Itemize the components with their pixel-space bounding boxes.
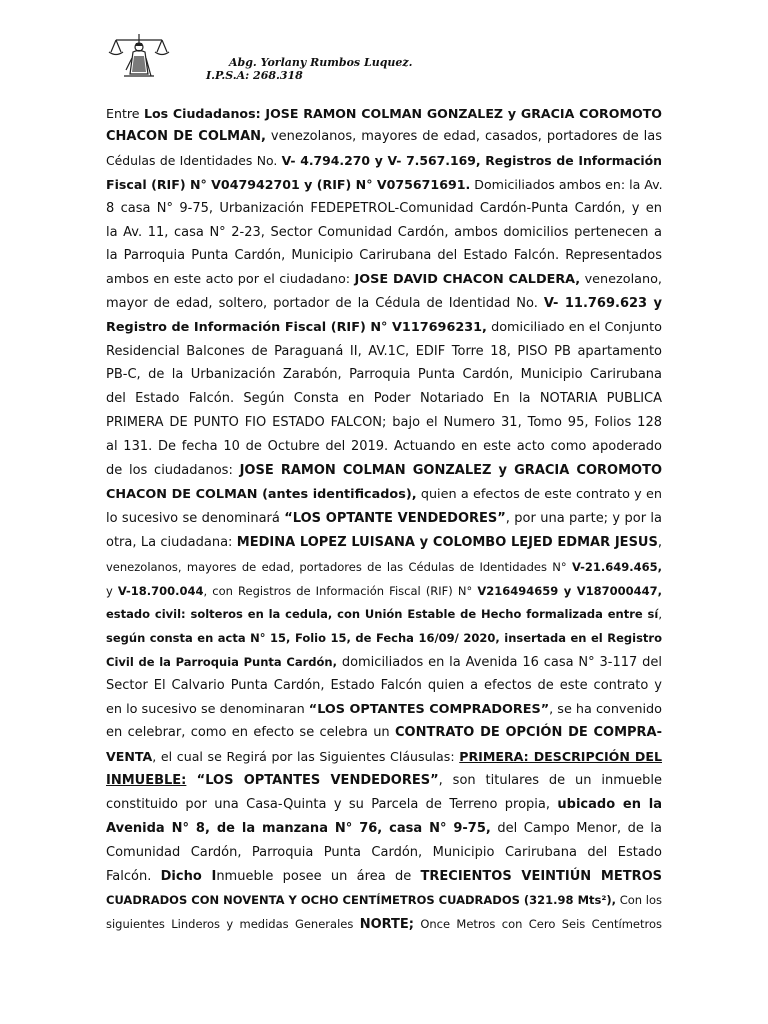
doc-line-22: estado civil: solteros en la cedula, con Unión Estable de Hecho formalizada entre sí, [106,607,662,621]
doc-line-2: CHACON DE COLMAN, venezolanos, mayores de edad, casados, portadores de las [106,129,662,144]
doc-line-8: ambos en este acto por el ciudadano: JOSE DAVID CHACON CALDERA, venezolano, [106,272,662,287]
doc-line-10: Registro de Información Fiscal (RIF) N° V117696231, domiciliado en el Conjunto [106,320,662,335]
doc-line-33: Falcón. Dicho Inmueble posee un área de TRECIENTOS VEINTIÚN METROS [106,869,662,884]
doc-line-19: otra, La ciudadana: MEDINA LOPEZ LUISANA y COLOMBO LEJED EDMAR JESUS, [106,535,662,550]
doc-line-35: siguientes Linderos y medidas Generales NORTE; Once Metros con Cero Seis Centímetros [106,917,662,932]
doc-line-21: y V-18.700.044, con Registros de Información Fiscal (RIF) N° V216494659 y V187000447, [106,584,662,598]
doc-line-24: Civil de la Parroquia Punta Cardón, domiciliados en la Avenida 16 casa N° 3-117 del [106,655,662,670]
doc-line-12: PB-C, de la Urbanización Zarabón, Parroquia Punta Cardón, Municipio Carirubana [106,367,662,382]
lady-justice-logo [106,30,172,80]
doc-line-17: CHACON DE COLMAN (antes identificados), quien a efectos de este contrato y en [106,487,662,502]
doc-line-16: de los ciudadanos: JOSE RAMON COLMAN GONZALEZ y GRACIA COROMOTO [106,463,662,478]
doc-line-31: Avenida N° 8, de la manzana N° 76, casa N° 9-75, del Campo Menor, de la [106,821,662,836]
doc-line-15: al 131. De fecha 10 de Octubre del 2019. Actuando en este acto como apoderado [106,439,662,454]
doc-line-20: venezolanos, mayores de edad, portadores de las Cédulas de Identidades N° V-21.649.465, [106,560,662,574]
lawyer-ipsa-number: I.P.S.A: 268.318 [206,69,303,82]
doc-line-27: en celebrar, como en efecto se celebra un CONTRATO DE OPCIÓN DE COMPRA- [106,725,663,740]
doc-line-32: Comunidad Cardón, Parroquia Punta Cardón, Municipio Carirubana del Estado [106,845,662,860]
doc-line-25: Sector El Calvario Punta Cardón, Estado Falcón quien a efectos de este contrato y [106,678,662,693]
doc-line-6: la Av. 11, casa N° 2-23, Sector Comunidad Cardón, ambos domicilios pertenecen a [106,225,662,240]
doc-line-4: Fiscal (RIF) N° V047942701 y (RIF) N° V075671691. Domiciliados ambos en: la Av. [106,177,663,192]
lawyer-name: Abg. Yorlany Rumbos Luquez. [229,56,413,69]
doc-line-5: 8 casa N° 9-75, Urbanización FEDEPETROL-Comunidad Cardón-Punta Cardón, y en [106,201,662,216]
doc-line-9: mayor de edad, soltero, portador de la Cédula de Identidad No. V- 11.769.623 y [106,296,663,311]
doc-line-23: según consta en acta N° 15, Folio 15, de Fecha 16/09/ 2020, insertada en el Registro [106,631,662,645]
doc-line-14: PRIMERA DE PUNTO FIO ESTADO FALCON; bajo el Numero 31, Tomo 95, Folios 128 [106,415,662,430]
doc-line-18: lo sucesivo se denominará “LOS OPTANTE VENDEDORES”, por una parte; y por la [106,511,662,526]
doc-line-34: CUADRADOS CON NOVENTA Y OCHO CENTÍMETROS CUADRADOS (321.98 Mts²), Con los [106,893,663,907]
doc-line-7: la Parroquia Punta Cardón, Municipio Carirubana del Estado Falcón. Representados [106,248,662,263]
doc-line-28: VENTA, el cual se Regirá por las Siguientes Cláusulas: PRIMERA: DESCRIPCIÓN DEL [106,749,662,764]
doc-line-1: Entre Los Ciudadanos: JOSE RAMON COLMAN GONZALEZ y GRACIA COROMOTO [106,106,662,121]
doc-line-13: del Estado Falcón. Según Consta en Poder Notariado En la NOTARIA PUBLICA [106,391,662,406]
doc-line-3: Cédulas de Identidades No. V- 4.794.270 y V- 7.567.169, Registros de Información [106,153,662,168]
doc-line-11: Residencial Balcones de Paraguaná II, AV.1C, EDIF Torre 18, PISO PB apartamento [106,344,662,359]
doc-line-26: en lo sucesivo se denominaran “LOS OPTANTES COMPRADORES”, se ha convenido [106,702,662,717]
doc-line-30: constituido por una Casa-Quinta y su Parcela de Terreno propia, ubicado en la [106,797,662,812]
doc-line-29: INMUEBLE: “LOS OPTANTES VENDEDORES”, son titulares de un inmueble [106,773,662,788]
